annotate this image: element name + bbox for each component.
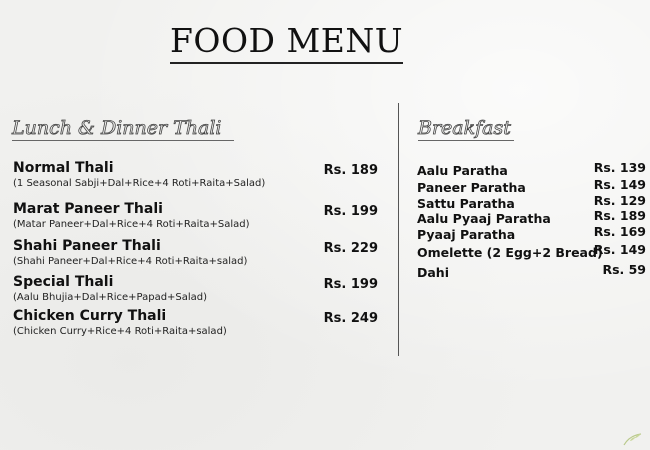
list-item xyxy=(417,193,646,209)
lunch-dinner-heading: Lunch & Dinner Thali xyxy=(12,117,222,139)
item-price: Rs. 169 xyxy=(593,224,646,239)
item-description: (1 Seasonal Sabji+Dal+Rice+4 Roti+Raita+Salad) xyxy=(13,178,266,189)
item-price: Rs. 249 xyxy=(323,311,378,326)
item-price: Rs. 229 xyxy=(323,241,378,256)
item-price: Rs. 59 xyxy=(602,262,646,277)
breakfast-heading-rule xyxy=(418,140,514,141)
list-item xyxy=(417,262,646,278)
item-price: Rs. 139 xyxy=(593,160,646,175)
item-description: (Chicken Curry+Rice+4 Roti+Raita+salad) xyxy=(13,326,227,337)
list-item xyxy=(417,208,646,224)
item-price: Rs. 129 xyxy=(593,193,646,208)
item-description: (Matar Paneer+Dal+Rice+4 Roti+Raita+Salad) xyxy=(13,219,250,230)
list-item xyxy=(417,242,646,258)
leaf-decoration-icon xyxy=(622,432,642,446)
item-price: Rs. 189 xyxy=(323,163,378,178)
list-item xyxy=(13,274,378,304)
list-item xyxy=(13,160,378,190)
item-price: Rs. 199 xyxy=(323,277,378,292)
item-price: Rs. 189 xyxy=(593,208,646,223)
list-item xyxy=(417,160,646,176)
item-name: Dahi xyxy=(417,265,449,280)
item-name: Chicken Curry Thali xyxy=(13,308,167,324)
lunch-dinner-heading-rule xyxy=(12,140,234,141)
item-description: (Shahi Paneer+Dal+Rice+4 Roti+Raita+salad) xyxy=(13,256,248,267)
item-name: Marat Paneer Thali xyxy=(13,201,163,217)
item-name: Sattu Paratha xyxy=(417,196,515,211)
item-price: Rs. 149 xyxy=(593,242,646,257)
item-name: Paneer Paratha xyxy=(417,180,526,195)
breakfast-heading: Breakfast xyxy=(418,117,511,139)
item-price: Rs. 149 xyxy=(593,177,646,192)
item-name: Normal Thali xyxy=(13,160,114,176)
item-description: (Aalu Bhujia+Dal+Rice+Papad+Salad) xyxy=(13,292,208,303)
list-item xyxy=(13,308,378,338)
list-item xyxy=(417,177,646,193)
item-price: Rs. 199 xyxy=(323,204,378,219)
item-name: Aalu Pyaaj Paratha xyxy=(417,211,551,226)
list-item xyxy=(417,224,646,240)
item-name: Pyaaj Paratha xyxy=(417,227,516,242)
item-name: Omelette (2 Egg+2 Bread) xyxy=(417,245,603,260)
column-divider xyxy=(398,103,399,356)
menu-title: FOOD MENU xyxy=(170,22,403,64)
item-name: Special Thali xyxy=(13,274,114,290)
item-name: Aalu Paratha xyxy=(417,163,508,178)
list-item xyxy=(13,238,378,268)
item-name: Shahi Paneer Thali xyxy=(13,238,161,254)
list-item xyxy=(13,201,378,231)
